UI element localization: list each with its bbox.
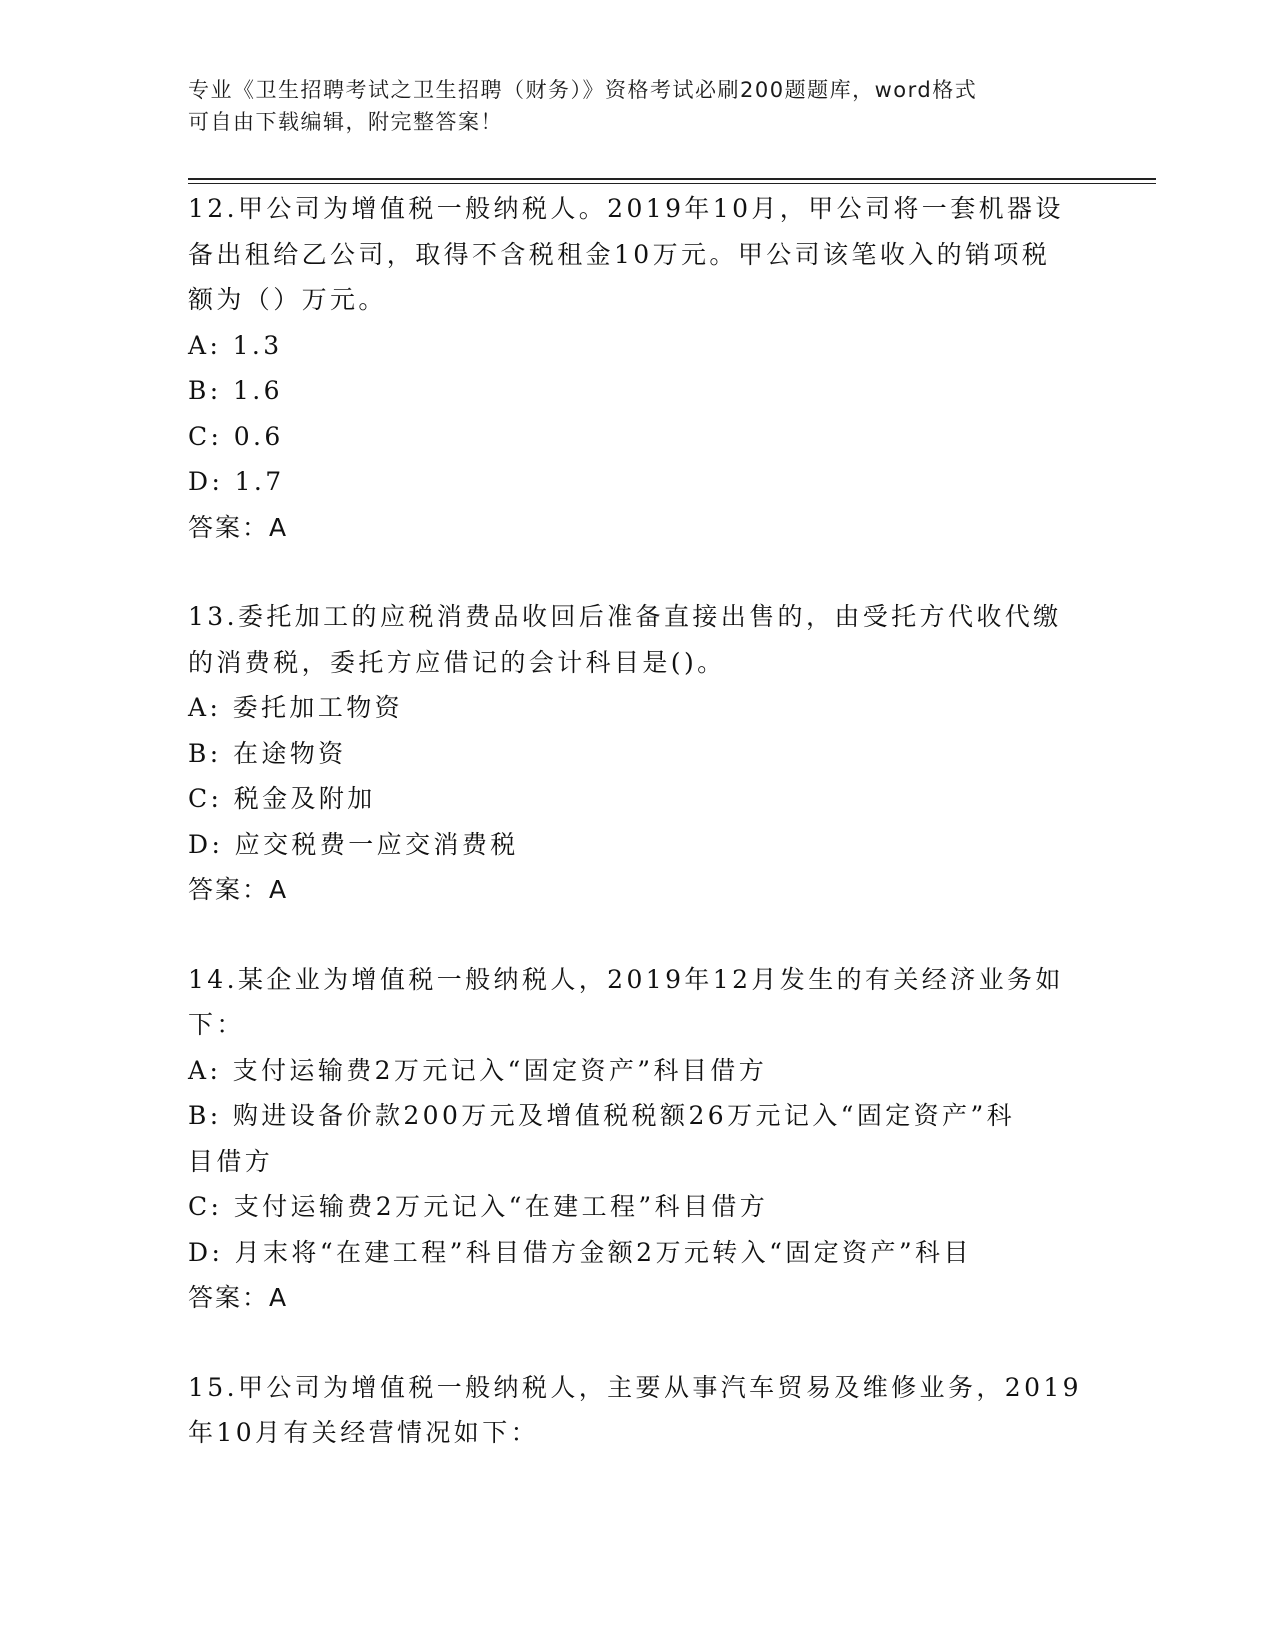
option-c: C: 支付运输费2万元记入“在建工程”科目借方 [188,1192,769,1221]
option-c: C: 0.6 [188,421,284,451]
option-d: D: 应交税费一应交消费税 [188,829,519,859]
header-line-2: 可自由下载编辑，附完整答案！ [188,110,503,134]
question-text-line: 15.甲公司为增值税一般纳税人，主要从事汽车贸易及维修业务，2019 [188,1372,1082,1402]
question-14 [188,957,1088,1321]
document-header [188,74,1068,138]
option-d: D: 月末将“在建工程”科目借方金额2万元转入“固定资产”科目 [188,1237,972,1267]
option-b: B: 1.6 [188,376,283,405]
header-line-1: 专业《卫生招聘考试之卫生招聘（财务）》资格考试必刷200题题库，word格式 [188,78,978,102]
question-list [188,186,1088,1500]
question-text-line: 下： [188,1010,245,1039]
question-text-line: 备出租给乙公司，取得不含税租金10万元。甲公司该笔收入的销项税 [188,239,1051,269]
question-text-line: 额为（）万元。 [188,285,387,314]
question-text-line: 12.甲公司为增值税一般纳税人。2019年10月，甲公司将一套机器设 [188,194,1064,223]
option-b: B: 购进设备价款200万元及增值税税额26万元记入“固定资产”科 [188,1101,1016,1130]
answer-line: 答案：A [188,1283,289,1312]
answer-line: 答案：A [188,875,289,904]
option-b-continued: 目借方 [188,1146,274,1176]
question-text-line: 14.某企业为增值税一般纳税人，2019年12月发生的有关经济业务如 [188,964,1064,994]
option-a: A: 支付运输费2万元记入“固定资产”科目借方 [188,1055,768,1085]
option-c: C: 税金及附加 [188,784,376,813]
header-divider-thick [188,178,1156,180]
option-d: D: 1.7 [188,467,285,496]
question-13 [188,594,1088,913]
question-text-line: 13.委托加工的应税消费品收回后准备直接出售的，由受托方代收代缴 [188,602,1062,631]
header-divider-thin [188,183,1156,184]
question-text-line: 年10月有关经营情况如下： [188,1418,540,1447]
answer-line: 答案：A [188,512,289,542]
question-12 [188,186,1088,550]
option-a: A: 1.3 [188,330,283,360]
question-text-line: 的消费税，委托方应借记的会计科目是()。 [188,647,726,677]
question-15 [188,1365,1088,1456]
option-b: B: 在途物资 [188,738,347,768]
option-a: A: 委托加工物资 [188,693,404,722]
